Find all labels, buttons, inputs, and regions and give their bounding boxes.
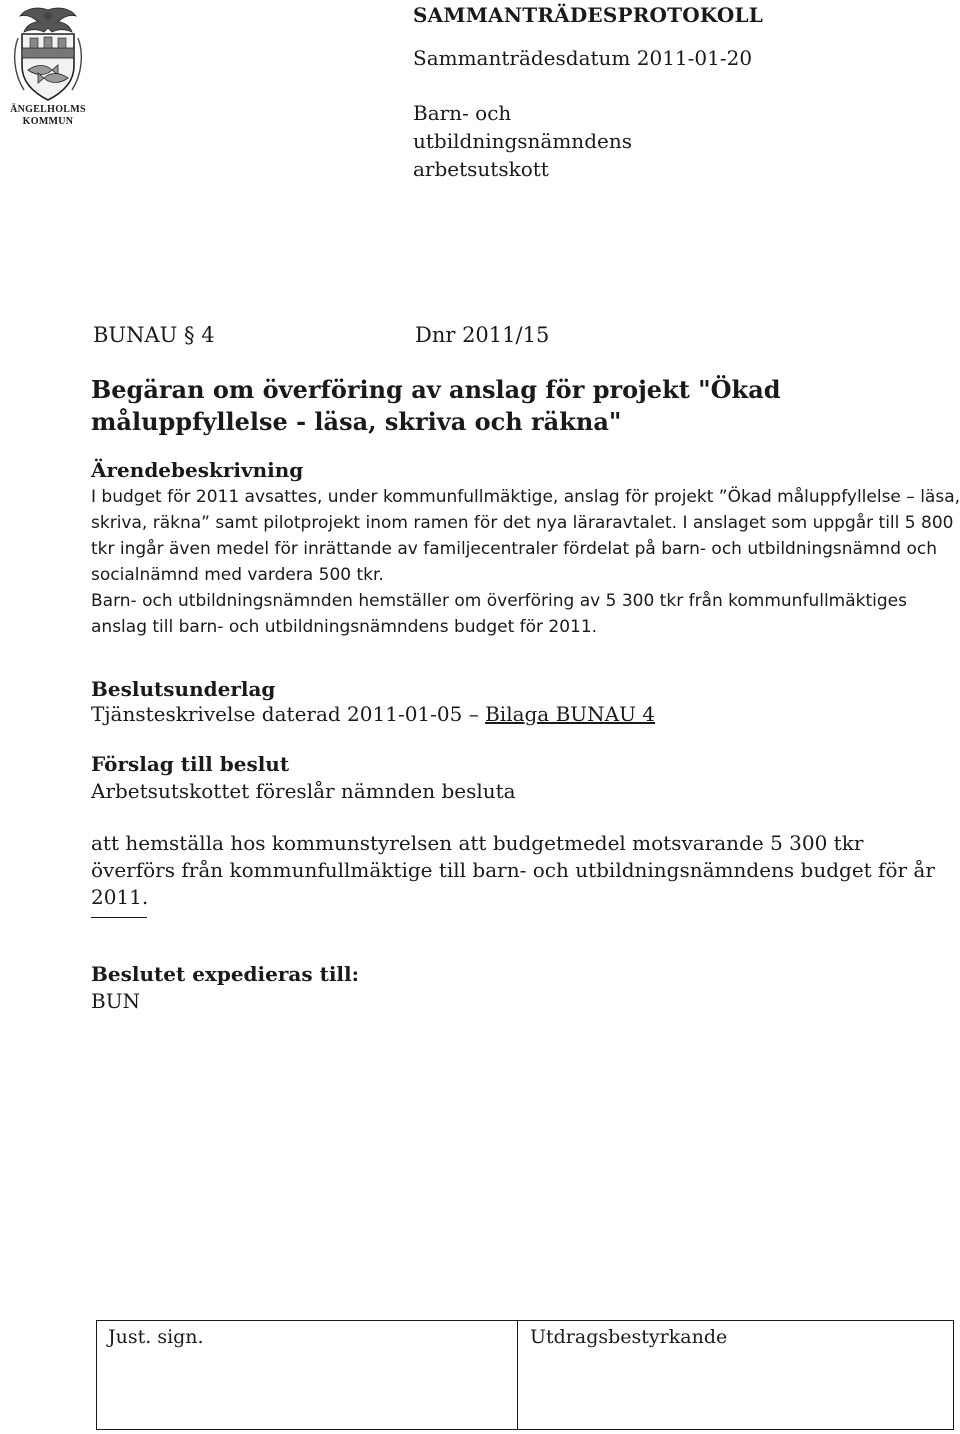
distribution-recipient: BUN	[91, 989, 141, 1013]
description-paragraph: Barn- och utbildningsnämnden hemställer om överföring av 5 300 tkr från kommunfullmäktiges anslag till barn- och utbildningsnämndens budget för 2011.	[91, 591, 907, 637]
basis-document: Tjänsteskrivelse daterad 2011-01-05 –	[91, 702, 486, 726]
signature-table	[96, 1320, 954, 1430]
meeting-date: Sammanträdesdatum 2011-01-20	[413, 46, 753, 70]
description-heading: Ärendebeskrivning	[91, 458, 304, 482]
separator-line	[91, 917, 147, 918]
basis-heading: Beslutsunderlag	[91, 677, 276, 701]
municipality-logo	[8, 4, 88, 136]
decision-text: att hemställa hos kommunstyrelsen att budgetmedel motsvarande 5 300 tkr överförs från kommunfullmäktige till barn- och utbildningsnämndens budget för år 2011.	[91, 831, 935, 909]
coat-of-arms-icon	[8, 4, 88, 104]
extract-certification-label: Utdragsbestyrkande	[530, 1326, 728, 1348]
adjuster-signature-label: Just. sign.	[108, 1326, 204, 1348]
signature-divider	[517, 1320, 518, 1430]
description-paragraph: I budget för 2011 avsattes, under kommunfullmäktige, anslag för projekt ”Ökad måluppfyllelse – läsa, skriva, räkna” samt pilotprojekt inom ramen för det nya läraravtalet. I anslaget som uppgår till 5 800 tkr ingår även medel för inrättande av familjecentraler fördelat på barn- och utbildningsnämnd och socialnämnd med vardera 500 tkr.	[91, 487, 960, 585]
diary-number: Dnr 2011/15	[415, 323, 550, 347]
proposal-heading: Förslag till beslut	[91, 752, 290, 776]
attachment-link[interactable]: Bilaga BUNAU 4	[485, 702, 656, 726]
case-number: BUNAU § 4	[93, 323, 215, 347]
description-body	[91, 484, 960, 640]
basis-text	[91, 701, 655, 728]
document-type: SAMMANTRÄDESPROTOKOLL	[413, 3, 764, 27]
proposal-intro: Arbetsutskottet föreslår nämnden besluta	[91, 779, 516, 803]
case-title: Begäran om överföring av anslag för projekt "Ökad måluppfyllelse - läsa, skriva och räkna"	[91, 375, 781, 436]
distribution-heading: Beslutet expedieras till:	[91, 962, 359, 986]
municipality-name: ÄNGELHOLMS KOMMUN	[10, 104, 86, 127]
committee-name: Barn- och utbildningsnämndens arbetsutskott	[413, 101, 632, 181]
